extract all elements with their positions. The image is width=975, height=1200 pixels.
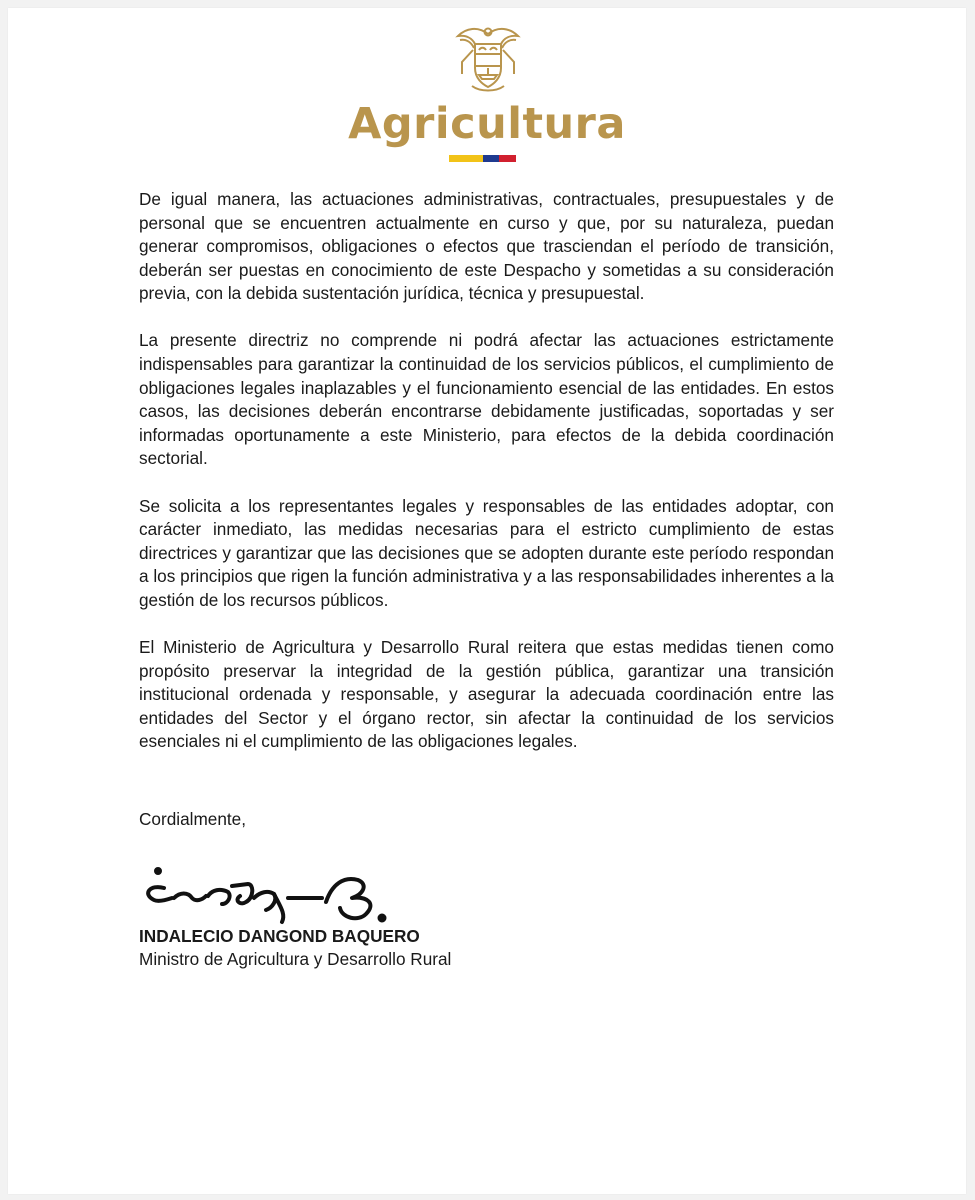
signer-title: Ministro de Agricultura y Desarrollo Rural [139, 949, 452, 969]
letterhead [8, 8, 966, 168]
paragraph-3: Se solicita a los representantes legales y responsables de las entidades adoptar, con carácter inmediato, las medidas necesarias para el estricto cumplimiento de estas directrices y garantizar que las decisiones que se adopten durante este período respondan a los principios que rigen la función administrativa y a las responsabilidades inherentes a la gestión de los recursos públicos. [139, 495, 834, 610]
paragraph-2: La presente directriz no comprende ni podrá afectar las actuaciones estrictamente indispensables para garantizar la continuidad de los servicios públicos, el cumplimiento de obligaciones legales inaplazables y el funcionamiento esencial de las entidades. En estos casos, las decisiones deberán encontrarse debidamente justificadas, soportadas y ser informadas oportunamente a este Ministerio, para efectos de la debida coordinación sectorial. [139, 330, 834, 469]
colombia-flag-bar [449, 155, 516, 162]
flag-stripe-blue [483, 155, 500, 162]
flag-stripe-red [499, 155, 516, 162]
brand-wordmark: Agricultura [348, 99, 626, 149]
paragraph-4: El Ministerio de Agricultura y Desarrollo Rural reitera que estas medidas tienen como propósito preservar la integridad de la gestión pública, garantizar una transición institucional ordenada y responsable, y asegurar la adecuada coordinación entre las entidades del Sector y el órgano rector, sin afectar la continuidad de los servicios esenciales ni el cumplimiento de las obligaciones legales. [139, 637, 834, 752]
signer-name: INDALECIO DANGOND BAQUERO [139, 926, 420, 946]
letter-body [139, 188, 834, 777]
letter-page [8, 8, 966, 1194]
flag-stripe-yellow [449, 155, 483, 162]
paragraph-1: De igual manera, las actuaciones administrativas, contractuales, presupuestales y de personal que se encuentren actualmente en curso y que, por su naturaleza, puedan generar compromisos, obligaciones o efectos que trasciendan el período de transición, deberán ser puestas en conocimiento de este Despacho y sometidas a su consideración previa, con la debida sustentación jurídica, técnica y presupuestal. [139, 189, 834, 304]
colombia-coat-of-arms-icon [448, 20, 528, 100]
closing-salutation: Cordialmente, [139, 809, 246, 829]
